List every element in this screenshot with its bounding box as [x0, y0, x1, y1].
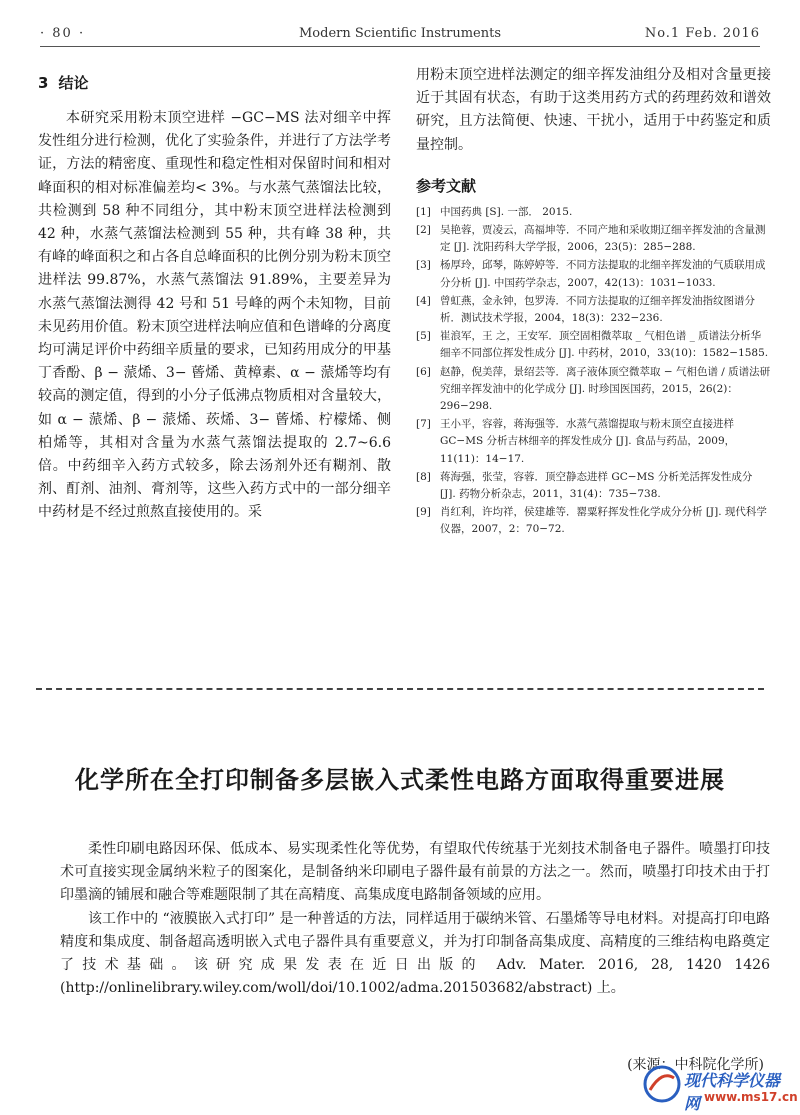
journal-name: Modern Scientific Instruments: [298, 26, 502, 41]
right-column: [416, 64, 771, 540]
references-heading: 参考文献: [416, 176, 477, 195]
section-number: 3: [38, 74, 49, 92]
news-source: (来源：中科院化学所): [627, 1057, 764, 1073]
watermark-name: 现代科学仪器网: [684, 1071, 781, 1113]
reference-item: [6] 赵静，倪美萍，景绍芸等．离子液体顶空微萃取 − 气相色谱 / 质谱法研究细辛挥发油中的化学成分 [J]. 时珍国医国药，2015，26(2)：296−298.: [416, 365, 771, 413]
reference-item: [4] 曾虹燕，金永钟，包罗涛．不同方法提取的辽细辛挥发油指纹图谱分析．测试技术学报，2004，18(3)：232−236.: [416, 294, 755, 325]
reference-item: [2] 吴艳蓉，贾凌云，高福坤等．不同产地和采收期辽细辛挥发油的含量测定 [J]. 沈阳药科大学学报，2006，23(5)：285−288.: [416, 224, 766, 254]
reference-item: [3] 杨厚玲，邱琴，陈婷婷等．不同方法提取的北细辛挥发油的气质联用成分分析 [J]. 中国药学杂志，2007，42(13)：1031−1033.: [416, 259, 766, 289]
reference-list: [416, 204, 771, 539]
site-watermark: [642, 1062, 798, 1113]
section-title: 结论: [58, 74, 89, 92]
section-heading: [38, 72, 391, 93]
issue-info: No.1 Feb. 2016: [644, 26, 760, 41]
conclusion-paragraph: 本研究采用粉末顶空进样 −GC−MS 法对细辛中挥发性组分进行检测，优化了实验条件，并进行了方法学考证，方法的精密度、重现性和稳定性相对保留时间和相对峰面积的相对标准偏差均< 3%。与水蒸气蒸馏法比较，共检测到 58 种不同组分，其中粉末顶空进样法检测到 42 种，水蒸气蒸馏法检测到 55 种，共有峰 38 种，共有峰的峰面积之和占各自总峰面积的比例分别为粉末顶空进样法 99.87%，水蒸气蒸馏法 91.89%，主要差异为水蒸气蒸馏法测得 42 号和 51 号峰的两个未知物，目前未见药用价值。粉末顶空进样法响应值和色谱峰的分离度均可满足评价中药细辛质量的要求，已知药用成分的甲基丁香酚、β − 蒎烯、3− 蒈烯、黄樟素、α − 蒎烯等均有较高的测定值，得到的小分子低沸点物质相对含量较大，如 α − 蒎烯、β − 蒎烯、莰烯、3− 蒈烯、柠檬烯、侧柏烯等，其相对含量为水蒸气蒸馏法提取的 2.7~6.6 倍。中药细辛入药方式较多，除去汤剂外还有糊剂、散剂、酊剂、油剂、膏剂等，这些入药方式中的一部分细辛中药材是不经过煎熬直接使用的。采: [38, 110, 391, 521]
reference-item: [8] 蒋海强，张莹，容蓉．顶空静态进样 GC−MS 分析羌活挥发性成分 [J]. 药物分析杂志，2011，31(4)：735−738.: [416, 470, 753, 501]
running-header: [40, 24, 760, 47]
reference-item: [7] 王小平，容蓉，蒋海强等．水蒸气蒸馏提取与粉末顶空直接进样 GC−MS 分析吉林细辛的挥发性成分 [J]. 食品与药品，2009，11(11)：14−17.: [416, 418, 736, 465]
news-paragraph: 该工作中的 “液膜嵌入式打印” 是一种普适的方法，同样适用于碳纳米管、石墨烯等导电材料。对提高打印电路精度和集成度、制备超高透明嵌入式电子器件具有重要意义，并为打印制备高集成度、高精度的三维结构电路奠定了技术基础。该研究成果发表在近日出版的 Adv. Mater. 2016, 28, 1420 1426 (http://onlinelibrary.wiley.com/woll/doi/10.1002/adma.201503682/abstract) 上。: [60, 910, 770, 997]
left-column: [38, 66, 391, 525]
reference-item: [5] 崔浪军，王 之，王安军．顶空固相微萃取 _ 气相色谱 _ 质谱法分析华细辛不同部位挥发性成分 [J]. 中药材，2010，33(10)：1582−1585.: [416, 330, 769, 360]
news-paragraph: 柔性印刷电路因环保、低成本、易实现柔性化等优势，有望取代传统基于光刻技术制备电子器件。喷墨打印技术可直接实现金属纳米粒子的图案化，是制备纳米印刷电子器件最有前景的方法之一。然而，喷墨打印技术由于打印墨滴的铺展和融合等难题限制了其在高精度、高集成度电路制备领域的应用。: [60, 841, 770, 904]
reference-item: [9] 肖红利，许均祥，侯建雄等．罂粟籽挥发性化学成分分析 [J]. 现代科学仪器，2007，2：70−72.: [416, 506, 767, 536]
page-number: · 80 ·: [40, 26, 86, 41]
watermark-url: www.ms17.cn: [704, 1090, 798, 1104]
conclusion-continuation: 用粉末顶空进样法测定的细辛挥发油组分及相对含量更接近于其固有状态，有助于这类用药方式的药理药效和谱效研究，且方法简便、快速、干扰小，适用于中药鉴定和质量控制。: [416, 67, 771, 153]
watermark-logo-icon: [642, 1064, 682, 1104]
dashed-divider: [36, 688, 764, 690]
news-body: [60, 838, 770, 1000]
news-title: 化学所在全打印制备多层嵌入式柔性电路方面取得重要进展: [75, 766, 725, 794]
reference-item: [1] 中国药典 [S]. 一部． 2015.: [416, 205, 573, 218]
